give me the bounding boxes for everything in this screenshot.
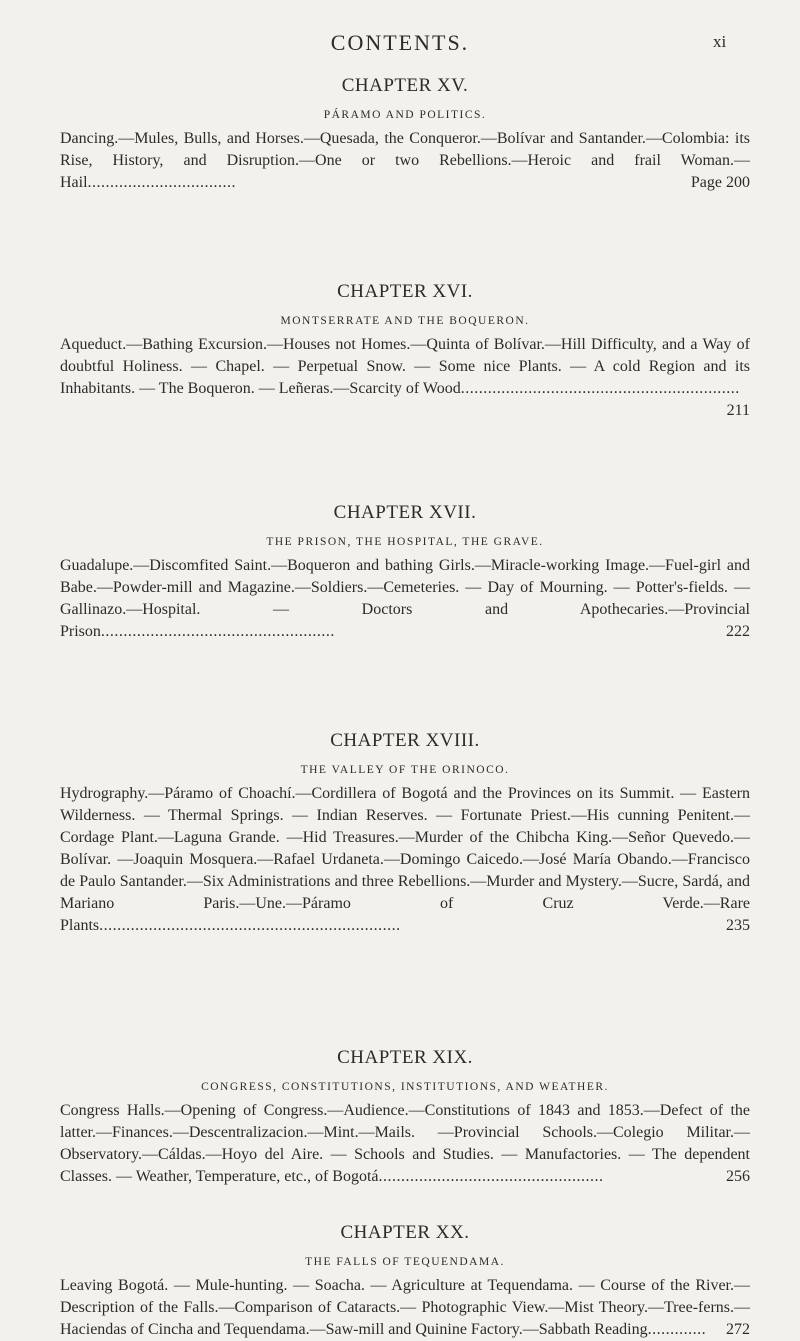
chapter-synopsis: Guadalupe.—Discomfited Saint.—Boqueron and bathing Girls.—Miracle-working Image.—Fuel-girl and Babe.—Powder-mill and Magazine.—Soldiers.—Cemeteries. — Day of Mourning. — Potter's-fields. — Gallinazo.—Hospital. — Doctors and Apothecaries.—Provincial Prison.................................................... 222 [60, 555, 750, 643]
chapter-synopsis: Hydrography.—Páramo of Choachí.—Cordillera of Bogotá and the Provinces on its Summit. — Eastern Wilderness. — Thermal Springs. — Indian Reserves. — Fortunate Priest.—His cunning Penitent.—Cordage Plant.—Laguna Grande. —Hid Treasures.—Murder of the Chibcha King.—Señor Quevedo.—Bolívar. —Joaquin Mosquera.—Rafael Urdaneta.—Domingo Caicedo.—José María Obando.—Francisco de Paulo Santander.—Six Administrations and three Rebellions.—Murder and Mystery.—Sucre, Sardá, and Mariano Paris.—Une.—Páramo of Cruz Verde.—Rare Plants................................................................... 235 [60, 783, 750, 937]
chapter-page-ref: 222 [726, 623, 750, 640]
chapter-synopsis: Aqueduct.—Bathing Excursion.—Houses not Homes.—Quinta of Bolívar.—Hill Difficulty, and a Way of doubtful Holiness. — Chapel. — Perpetual Snow. — Some nice Plants. — A cold Region and its Inhabitants. — The Boqueron. — Leñeras.—Scarcity of Wood.............................................................. 211 [60, 334, 750, 422]
chapter-entry [60, 502, 750, 643]
page-number: xi [713, 32, 727, 51]
chapter-subtitle: MONTSERRATE AND THE BOQUERON. [280, 315, 530, 327]
chapter-subtitle: THE VALLEY OF THE ORINOCO. [300, 764, 510, 776]
synopsis-text: Congress Halls.—Opening of Congress.—Audience.—Constitutions of 1843 and 1853.—Defect of the latter.—Finances.—Descentralizacion.—Mint.—Mails. —Provincial Schools.—Colegio Militar.—Observatory.—Cáldas.—Hoyo del Aire. — Schools and Studies. — Manufactories. — The dependent Classes. — Weather, Temperature, etc., of Bogotá [60, 1102, 750, 1185]
chapter-subtitle: PÁRAMO AND POLITICS. [323, 109, 487, 121]
chapter-subtitle: CONGRESS, CONSTITUTIONS, INSTITUTIONS, AND WEATHER. [201, 1081, 609, 1093]
running-head: CONTENTS. [330, 30, 470, 55]
chapter-page-ref: Page 200 [690, 174, 750, 191]
chapter-title: CHAPTER XVII. [333, 502, 477, 523]
chapter-title: CHAPTER XX. [340, 1222, 470, 1243]
chapter-page-ref: 235 [726, 917, 750, 934]
synopsis-text: Guadalupe.—Discomfited Saint.—Boqueron and bathing Girls.—Miracle-working Image.—Fuel-girl and Babe.—Powder-mill and Magazine.—Soldiers.—Cemeteries. — Day of Mourning. — Potter's-fields. — Gallinazo.—Hospital. — Doctors and Apothecaries.—Provincial Prison [60, 557, 750, 640]
chapter-subtitle: THE FALLS OF TEQUENDAMA. [305, 1256, 505, 1268]
chapter-entry [60, 730, 750, 937]
synopsis-text: Aqueduct.—Bathing Excursion.—Houses not Homes.—Quinta of Bolívar.—Hill Difficulty, and a Way of doubtful Holiness. — Chapel. — Perpetual Snow. — Some nice Plants. — A cold Region and its Inhabitants. — The Boqueron. — Leñeras.—Scarcity of Wood [60, 336, 750, 397]
synopsis-text: Dancing.—Mules, Bulls, and Horses.—Quesada, the Conqueror.—Bolívar and Santander.—Colombia: its Rise, History, and Disruption.—One or two Rebellions.—Heroic and frail Woman.—Hail [60, 130, 750, 191]
chapter-synopsis: Dancing.—Mules, Bulls, and Horses.—Quesada, the Conqueror.—Bolívar and Santander.—Colombia: its Rise, History, and Disruption.—One or two Rebellions.—Heroic and frail Woman.—Hail................................. Page 200 [60, 128, 750, 194]
chapter-page-ref: 211 [726, 402, 750, 419]
chapter-entry [60, 75, 750, 194]
chapter-title: CHAPTER XVI. [337, 281, 473, 302]
synopsis-text: Leaving Bogotá. — Mule-hunting. — Soacha. — Agriculture at Tequendama. — Course of the River.—Description of the Falls.—Comparison of Cataracts.— Photographic View.—Mist Theory.—Tree-ferns.—Haciendas of Cincha and Tequendama.—Saw-mill and Quinine Factory.—Sabbath Reading [60, 1277, 750, 1338]
chapter-page-ref: 256 [726, 1168, 750, 1185]
chapter-entry [60, 1222, 750, 1341]
synopsis-text: Hydrography.—Páramo of Choachí.—Cordillera of Bogotá and the Provinces on its Summit. — Eastern Wilderness. — Thermal Springs. — Indian Reserves. — Fortunate Priest.—His cunning Penitent.—Cordage Plant.—Laguna Grande. —Hid Treasures.—Murder of the Chibcha King.—Señor Quevedo.—Bolívar. —Joaquin Mosquera.—Rafael Urdaneta.—Domingo Caicedo.—José María Obando.—Francisco de Paulo Santander.—Six Administrations and three Rebellions.—Murder and Mystery.—Sucre, Sardá, and Mariano Paris.—Une.—Páramo of Cruz Verde.—Rare Plants [60, 785, 750, 934]
chapter-title: CHAPTER XVIII. [330, 730, 480, 751]
chapter-page-ref: 272 [726, 1321, 750, 1338]
chapter-subtitle: THE PRISON, THE HOSPITAL, THE GRAVE. [266, 536, 544, 548]
chapter-title: CHAPTER XV. [341, 75, 469, 96]
chapter-title: CHAPTER XIX. [337, 1047, 473, 1068]
chapter-synopsis: Leaving Bogotá. — Mule-hunting. — Soacha. — Agriculture at Tequendama. — Course of the River.—Description of the Falls.—Comparison of Cataracts.— Photographic View.—Mist Theory.—Tree-ferns.—Haciendas of Cincha and Tequendama.—Saw-mill and Quinine Factory.—Sabbath Reading............. 272 [60, 1275, 750, 1341]
chapter-synopsis: Congress Halls.—Opening of Congress.—Audience.—Constitutions of 1843 and 1853.—Defect of the latter.—Finances.—Descentralizacion.—Mint.—Mails. —Provincial Schools.—Colegio Militar.—Observatory.—Cáldas.—Hoyo del Aire. — Schools and Studies. — Manufactories. — The dependent Classes. — Weather, Temperature, etc., of Bogotá.................................................. 256 [60, 1100, 750, 1188]
chapter-entry [60, 1047, 750, 1188]
chapter-entry [60, 281, 750, 422]
